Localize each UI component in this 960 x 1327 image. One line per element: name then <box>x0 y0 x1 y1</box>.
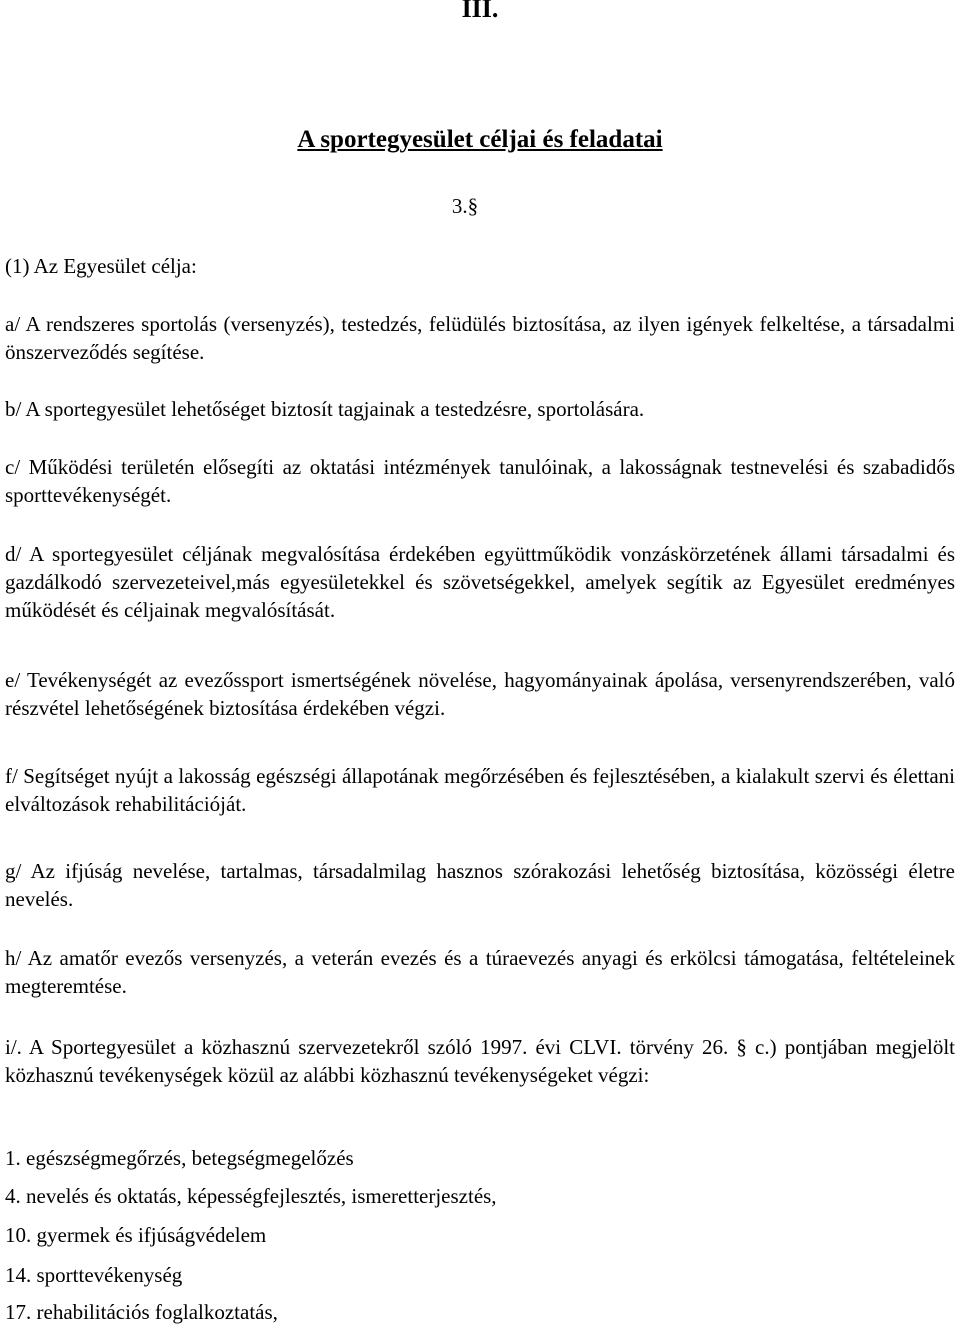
paragraph-h: h/ Az amatőr evezős versenyzés, a veterán evezés és a túraevezés anyagi és erkölcsi támogatása, feltételeinek megteremtése. <box>5 946 955 998</box>
paragraph-e: e/ Tevékenységét az evezőssport ismertségének növelése, hagyományainak ápolása, versenyrendszerében, való részvétel lehetőségének biztosítása érdekében végzi. <box>5 668 955 720</box>
list-item: 4. nevelés és oktatás, képességfejlesztés, ismeretterjesztés, <box>5 1184 497 1208</box>
paragraph-d: d/ A sportegyesület céljának megvalósítása érdekében együttműködik vonzáskörzetének állami társadalmi és gazdálkodó szervezeteivel,más egyesületekkel és szövetségekkel, amelyek segítik az Egyesület eredményes működését és céljainak megvalósítását. <box>5 542 955 622</box>
page-title: A sportegyesület céljai és feladatai <box>297 126 663 153</box>
paragraph-c: c/ Működési területén elősegíti az oktatási intézmények tanulóinak, a lakosságnak testnevelési és szabadidős sporttevékenységét. <box>5 455 955 507</box>
paragraph-a: a/ A rendszeres sportolás (versenyzés), testedzés, felüdülés biztosítása, az ilyen igények felkeltése, a társadalmi önszerveződés segítése. <box>5 312 955 364</box>
list-item: 1. egészségmegőrzés, betegségmegelőzés <box>5 1146 354 1170</box>
intro-text: (1) Az Egyesület célja: <box>5 254 197 278</box>
paragraph-g: g/ Az ifjúság nevelése, tartalmas, társadalmilag hasznos szórakozási lehetőség biztosítása, közösségi életre nevelés. <box>5 859 955 911</box>
list-item: 17. rehabilitációs foglalkoztatás, <box>5 1300 278 1324</box>
paragraph-b: b/ A sportegyesület lehetőséget biztosít tagjainak a testedzésre, sportolására. <box>5 397 645 421</box>
list-item: 10. gyermek és ifjúságvédelem <box>5 1223 267 1247</box>
paragraph-i: i/. A Sportegyesület a közhasznú szervezetekről szóló 1997. évi CLVI. törvény 26. § c.) pontjában megjelölt közhasznú tevékenységek közül az alábbi közhasznú tevékenységeket végzi: <box>5 1035 955 1087</box>
chapter-heading: III. <box>461 0 499 23</box>
list-item: 14. sporttevékenység <box>5 1263 183 1287</box>
section-number: 3.§ <box>451 194 479 218</box>
paragraph-f: f/ Segítséget nyújt a lakosság egészségi állapotának megőrzésében és fejlesztésében, a kialakult szervi és élettani elváltozások rehabilitációját. <box>5 764 955 816</box>
